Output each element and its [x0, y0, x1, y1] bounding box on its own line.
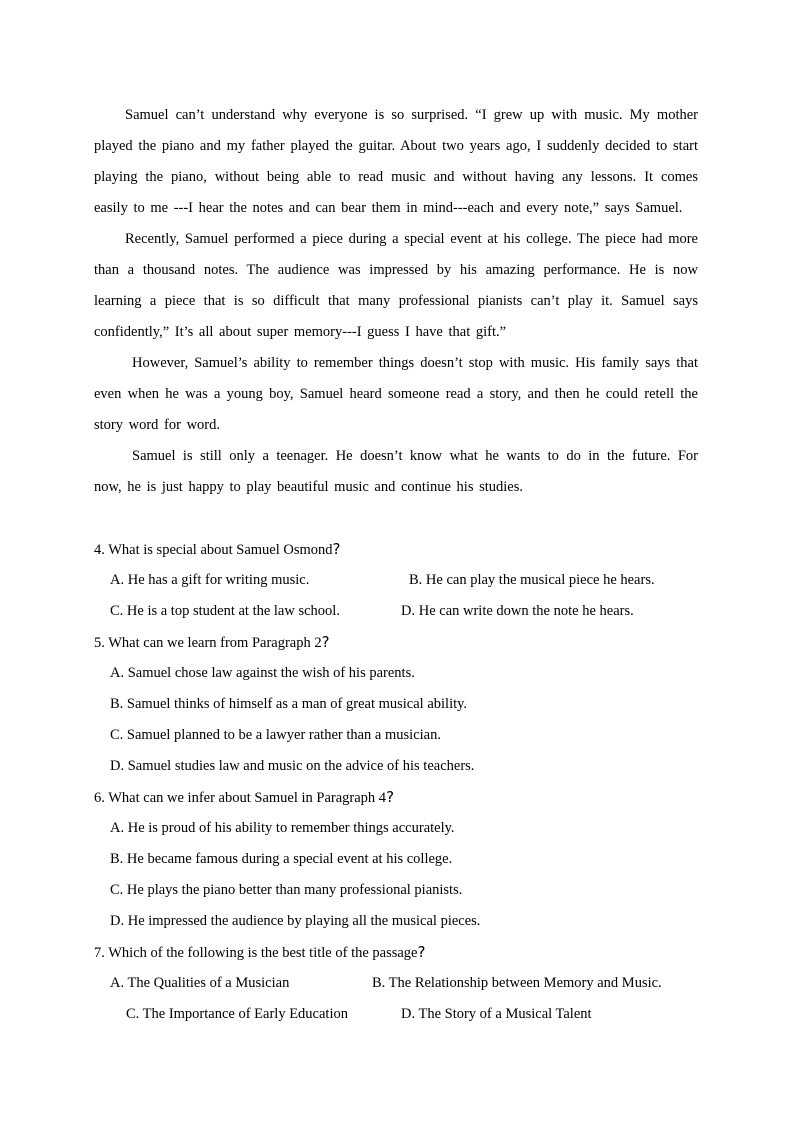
- reading-passage: [94, 100, 698, 503]
- paragraph-1: Samuel can’t understand why everyone is so surprised. “I grew up with music. My mother played the piano and my father played the guitar. About two years ago, I suddenly decided to start playing the piano, without being able to read music and without having any lessons. It comes easily to me ---I hear the notes and can bear them in mind---each and every note,” says Samuel.: [94, 107, 698, 216]
- question-4-stem: [94, 534, 714, 565]
- question-5-stem: [94, 627, 714, 658]
- question-4-option-b: B. He can play the musical piece he hears.: [409, 572, 655, 588]
- question-6-text: 6. What can we infer about Samuel in Paragraph 4: [94, 790, 387, 806]
- question-7-options-row-1: [94, 968, 714, 999]
- question-7-option-a: A. The Qualities of a Musician: [110, 975, 290, 991]
- question-6-option-d: D. He impressed the audience by playing all the musical pieces.: [110, 913, 481, 929]
- question-6-option-c: C. He plays the piano better than many professional pianists.: [110, 882, 463, 898]
- question-7-option-d: D. The Story of a Musical Talent: [401, 1006, 592, 1022]
- question-4-text: 4. What is special about Samuel Osmond: [94, 542, 333, 558]
- question-mark: ?: [332, 540, 341, 558]
- question-7-option-b: B. The Relationship between Memory and Music.: [372, 975, 662, 991]
- question-mark: ?: [386, 788, 395, 806]
- question-5-option-c: C. Samuel planned to be a lawyer rather than a musician.: [110, 727, 441, 743]
- question-5-option-a: A. Samuel chose law against the wish of his parents.: [110, 665, 415, 681]
- question-4-options-row-2: [94, 596, 714, 627]
- question-6-option-b: B. He became famous during a special event at his college.: [110, 851, 453, 867]
- question-7-options-row-2: [94, 999, 714, 1030]
- question-7-option-c: C. The Importance of Early Education: [126, 1006, 348, 1022]
- question-mark: ?: [417, 943, 426, 961]
- question-7-text: 7. Which of the following is the best title of the passage: [94, 945, 418, 961]
- question-5-option-d: D. Samuel studies law and music on the advice of his teachers.: [110, 758, 475, 774]
- question-mark: ?: [321, 633, 330, 651]
- question-list: [94, 534, 714, 1030]
- paragraph-2: Recently, Samuel performed a piece during a special event at his college. The piece had more than a thousand notes. The audience was impressed by his amazing performance. He is now learning a piece that is so difficult that many professional pianists can’t play it. Samuel says confidently,” It’s all about super memory---I guess I have that gift.”: [94, 231, 698, 340]
- question-6-option-a: A. He is proud of his ability to remember things accurately.: [110, 820, 455, 836]
- question-4-option-d: D. He can write down the note he hears.: [401, 603, 634, 619]
- question-7-stem: [94, 937, 714, 968]
- question-4-option-c: C. He is a top student at the law school.: [110, 603, 340, 619]
- paragraph-4: Samuel is still only a teenager. He doesn’t know what he wants to do in the future. For now, he is just happy to play beautiful music and continue his studies.: [94, 448, 698, 495]
- question-5-text: 5. What can we learn from Paragraph 2: [94, 635, 322, 651]
- question-4-options-row-1: [94, 565, 714, 596]
- question-6-stem: [94, 782, 714, 813]
- paragraph-3: However, Samuel’s ability to remember things doesn’t stop with music. His family says that even when he was a young boy, Samuel heard someone read a story, and then he could retell the story word for word.: [94, 355, 698, 433]
- question-4-option-a: A. He has a gift for writing music.: [110, 572, 310, 588]
- question-5-option-b: B. Samuel thinks of himself as a man of great musical ability.: [110, 696, 468, 712]
